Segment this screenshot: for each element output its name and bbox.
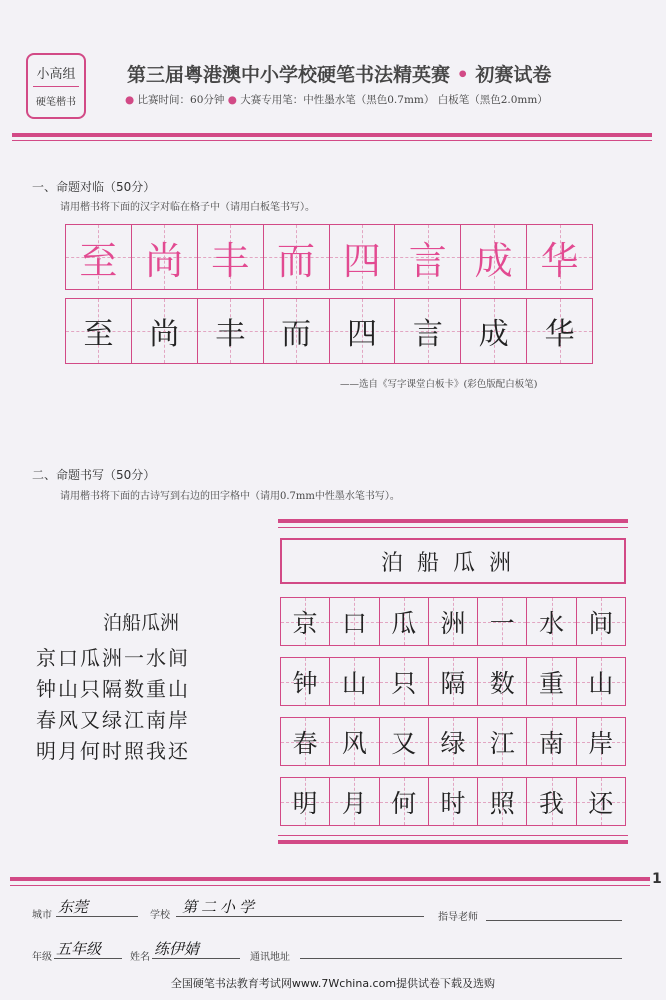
written-char: 明 bbox=[292, 788, 318, 818]
copy-cell bbox=[329, 299, 395, 363]
model-char: 至 bbox=[79, 238, 118, 283]
written-char: 只 bbox=[391, 668, 417, 698]
school-value: 第二小学 bbox=[182, 898, 259, 916]
written-char: 南 bbox=[539, 728, 565, 758]
model-cell bbox=[197, 225, 263, 289]
address-label: 通讯地址 bbox=[250, 952, 290, 963]
model-cell bbox=[329, 225, 395, 289]
section1-desc: 请用楷书将下面的汉字对临在格子中（请用白板笔书写）。 bbox=[60, 202, 315, 213]
teacher-label: 指导老师 bbox=[438, 912, 478, 923]
poem-cell bbox=[428, 778, 477, 825]
poem-cell bbox=[379, 658, 428, 705]
city-value: 东莞 bbox=[58, 898, 89, 916]
written-char: 重 bbox=[539, 668, 565, 698]
section2-desc: 请用楷书将下面的古诗写到右边的田字格中（请用0.7mm中性墨水笔书写）。 bbox=[60, 491, 400, 502]
title-dot: • bbox=[456, 64, 469, 86]
page-title bbox=[127, 60, 551, 87]
poem-cell bbox=[281, 718, 329, 765]
written-char: 尚 bbox=[149, 317, 180, 352]
written-char: 风 bbox=[341, 728, 367, 758]
badge-divider bbox=[33, 86, 79, 87]
written-char: 山 bbox=[341, 668, 367, 698]
written-char: 时 bbox=[440, 788, 466, 818]
footer-note: 全国硬笔书法教育考试网www.7Wchina.com提供试卷下载及选购 bbox=[170, 977, 496, 990]
poem-cell bbox=[281, 658, 329, 705]
exam-pens: 大赛专用笔：中性墨水笔（黑色0.7mm） 白板笔（黑色2.0mm） bbox=[240, 94, 548, 106]
poem-cell bbox=[329, 658, 378, 705]
grade-value: 五年级 bbox=[56, 940, 102, 958]
written-poem-title: 泊船瓜洲 bbox=[280, 538, 626, 584]
source-note: ——选自《写字课堂白板卡》(彩色版配白板笔) bbox=[340, 379, 538, 390]
written-char: 丰 bbox=[215, 317, 246, 352]
poem-frame-top-thin bbox=[278, 527, 628, 528]
model-char-grid bbox=[65, 224, 593, 290]
teacher-field[interactable] bbox=[486, 900, 622, 921]
poem-cell bbox=[477, 718, 526, 765]
written-char: 春 bbox=[292, 728, 318, 758]
title-suffix: 初赛试卷 bbox=[475, 64, 552, 86]
written-char: 照 bbox=[489, 788, 515, 818]
written-char: 何 bbox=[391, 788, 417, 818]
written-char: 又 bbox=[391, 728, 417, 758]
written-char: 江 bbox=[489, 728, 515, 758]
written-char: 瓜 bbox=[391, 608, 417, 638]
model-char: 而 bbox=[277, 238, 316, 283]
name-field[interactable] bbox=[152, 938, 240, 959]
poem-line: 明月何时照我还 bbox=[36, 739, 190, 763]
written-char: 我 bbox=[539, 788, 565, 818]
exam-time: 比赛时间：60分钟 bbox=[137, 94, 225, 106]
poem-cell bbox=[379, 598, 428, 645]
model-char: 言 bbox=[408, 238, 447, 283]
written-char: 山 bbox=[588, 668, 614, 698]
poem-cell bbox=[576, 658, 625, 705]
poem-cell bbox=[526, 598, 575, 645]
address-field[interactable] bbox=[300, 940, 622, 959]
badge-group-label: 小高组 bbox=[36, 67, 76, 82]
section2-title: 二、命题书写（50分） bbox=[32, 468, 156, 482]
poem-cell bbox=[281, 598, 329, 645]
written-char: 间 bbox=[588, 608, 614, 638]
model-cell bbox=[263, 225, 329, 289]
written-char: 一 bbox=[489, 608, 515, 638]
poem-reference bbox=[36, 608, 246, 767]
model-cell bbox=[394, 225, 460, 289]
poem-grid-row bbox=[280, 657, 626, 706]
model-cell bbox=[460, 225, 526, 289]
poem-cell bbox=[428, 718, 477, 765]
model-cell bbox=[131, 225, 197, 289]
model-cell bbox=[66, 225, 131, 289]
poem-line: 钟山只隔数重山 bbox=[36, 677, 190, 701]
model-char: 成 bbox=[474, 238, 513, 283]
model-char: 丰 bbox=[211, 238, 250, 283]
copy-cell bbox=[66, 299, 131, 363]
poem-cell bbox=[526, 658, 575, 705]
poem-frame-top bbox=[278, 519, 628, 523]
header-rule-thin bbox=[12, 140, 652, 141]
model-cell bbox=[526, 225, 592, 289]
footer-rule-thin bbox=[10, 885, 650, 886]
section1-title: 一、命题对临（50分） bbox=[32, 180, 156, 194]
poem-cell bbox=[329, 718, 378, 765]
poem-grid-row bbox=[280, 777, 626, 826]
exam-meta bbox=[125, 92, 548, 107]
written-char: 京 bbox=[292, 608, 318, 638]
model-char: 华 bbox=[540, 238, 579, 283]
poem-cell bbox=[477, 778, 526, 825]
written-char: 口 bbox=[341, 608, 367, 638]
written-char: 而 bbox=[281, 317, 312, 352]
written-char: 还 bbox=[588, 788, 614, 818]
written-char: 成 bbox=[478, 317, 509, 352]
written-char: 数 bbox=[489, 668, 515, 698]
written-char: 钟 bbox=[292, 668, 318, 698]
written-char: 月 bbox=[341, 788, 367, 818]
school-field[interactable] bbox=[176, 896, 424, 917]
poem-cell bbox=[329, 778, 378, 825]
written-char: 洲 bbox=[440, 608, 466, 638]
poem-frame-bottom bbox=[278, 840, 628, 844]
grade-field[interactable] bbox=[54, 938, 122, 959]
footer-rule bbox=[10, 877, 650, 881]
poem-cell bbox=[576, 598, 625, 645]
poem-cell bbox=[576, 718, 625, 765]
written-char: 水 bbox=[539, 608, 565, 638]
copy-cell bbox=[526, 299, 592, 363]
name-value: 练伊婧 bbox=[154, 940, 200, 958]
poem-cell bbox=[526, 778, 575, 825]
poem-line: 京口瓜洲一水间 bbox=[36, 646, 190, 670]
poem-cell bbox=[526, 718, 575, 765]
copy-char-grid bbox=[65, 298, 593, 364]
written-char: 华 bbox=[544, 317, 575, 352]
written-char: 言 bbox=[412, 317, 443, 352]
copy-cell bbox=[197, 299, 263, 363]
copy-cell bbox=[131, 299, 197, 363]
poem-grid-row bbox=[280, 597, 626, 646]
poem-title: 泊船瓜洲 bbox=[102, 612, 179, 634]
written-char: 隔 bbox=[440, 668, 466, 698]
copy-cell bbox=[263, 299, 329, 363]
edge-mark: 1 bbox=[652, 871, 662, 887]
written-char: 绿 bbox=[440, 728, 466, 758]
header-rule bbox=[12, 133, 652, 137]
poem-cell bbox=[477, 598, 526, 645]
copy-cell bbox=[394, 299, 460, 363]
written-char: 岸 bbox=[588, 728, 614, 758]
model-char: 四 bbox=[342, 238, 381, 283]
city-label: 城市 bbox=[32, 910, 52, 921]
title-main: 第三届粤港澳中小学校硬笔书法精英赛 bbox=[127, 64, 451, 86]
poem-cell bbox=[428, 658, 477, 705]
school-label: 学校 bbox=[150, 910, 170, 921]
poem-cell bbox=[477, 658, 526, 705]
bullet-icon: ● bbox=[125, 94, 135, 106]
badge-category-label: 硬笔楷书 bbox=[36, 97, 76, 108]
copy-cell bbox=[460, 299, 526, 363]
poem-cell bbox=[329, 598, 378, 645]
bullet-icon: ● bbox=[227, 94, 237, 106]
poem-grid-row bbox=[280, 717, 626, 766]
poem-cell bbox=[379, 718, 428, 765]
name-label: 姓名 bbox=[130, 952, 150, 963]
poem-line: 春风又绿江南岸 bbox=[36, 708, 190, 732]
written-char: 至 bbox=[83, 317, 114, 352]
city-field[interactable] bbox=[56, 896, 138, 917]
poem-cell bbox=[379, 778, 428, 825]
group-badge bbox=[26, 53, 86, 119]
model-char: 尚 bbox=[145, 238, 184, 283]
written-char: 四 bbox=[346, 317, 377, 352]
poem-frame-bottom-thin bbox=[278, 835, 628, 836]
poem-cell bbox=[576, 778, 625, 825]
grade-label: 年级 bbox=[32, 952, 52, 963]
poem-cell bbox=[281, 778, 329, 825]
poem-cell bbox=[428, 598, 477, 645]
